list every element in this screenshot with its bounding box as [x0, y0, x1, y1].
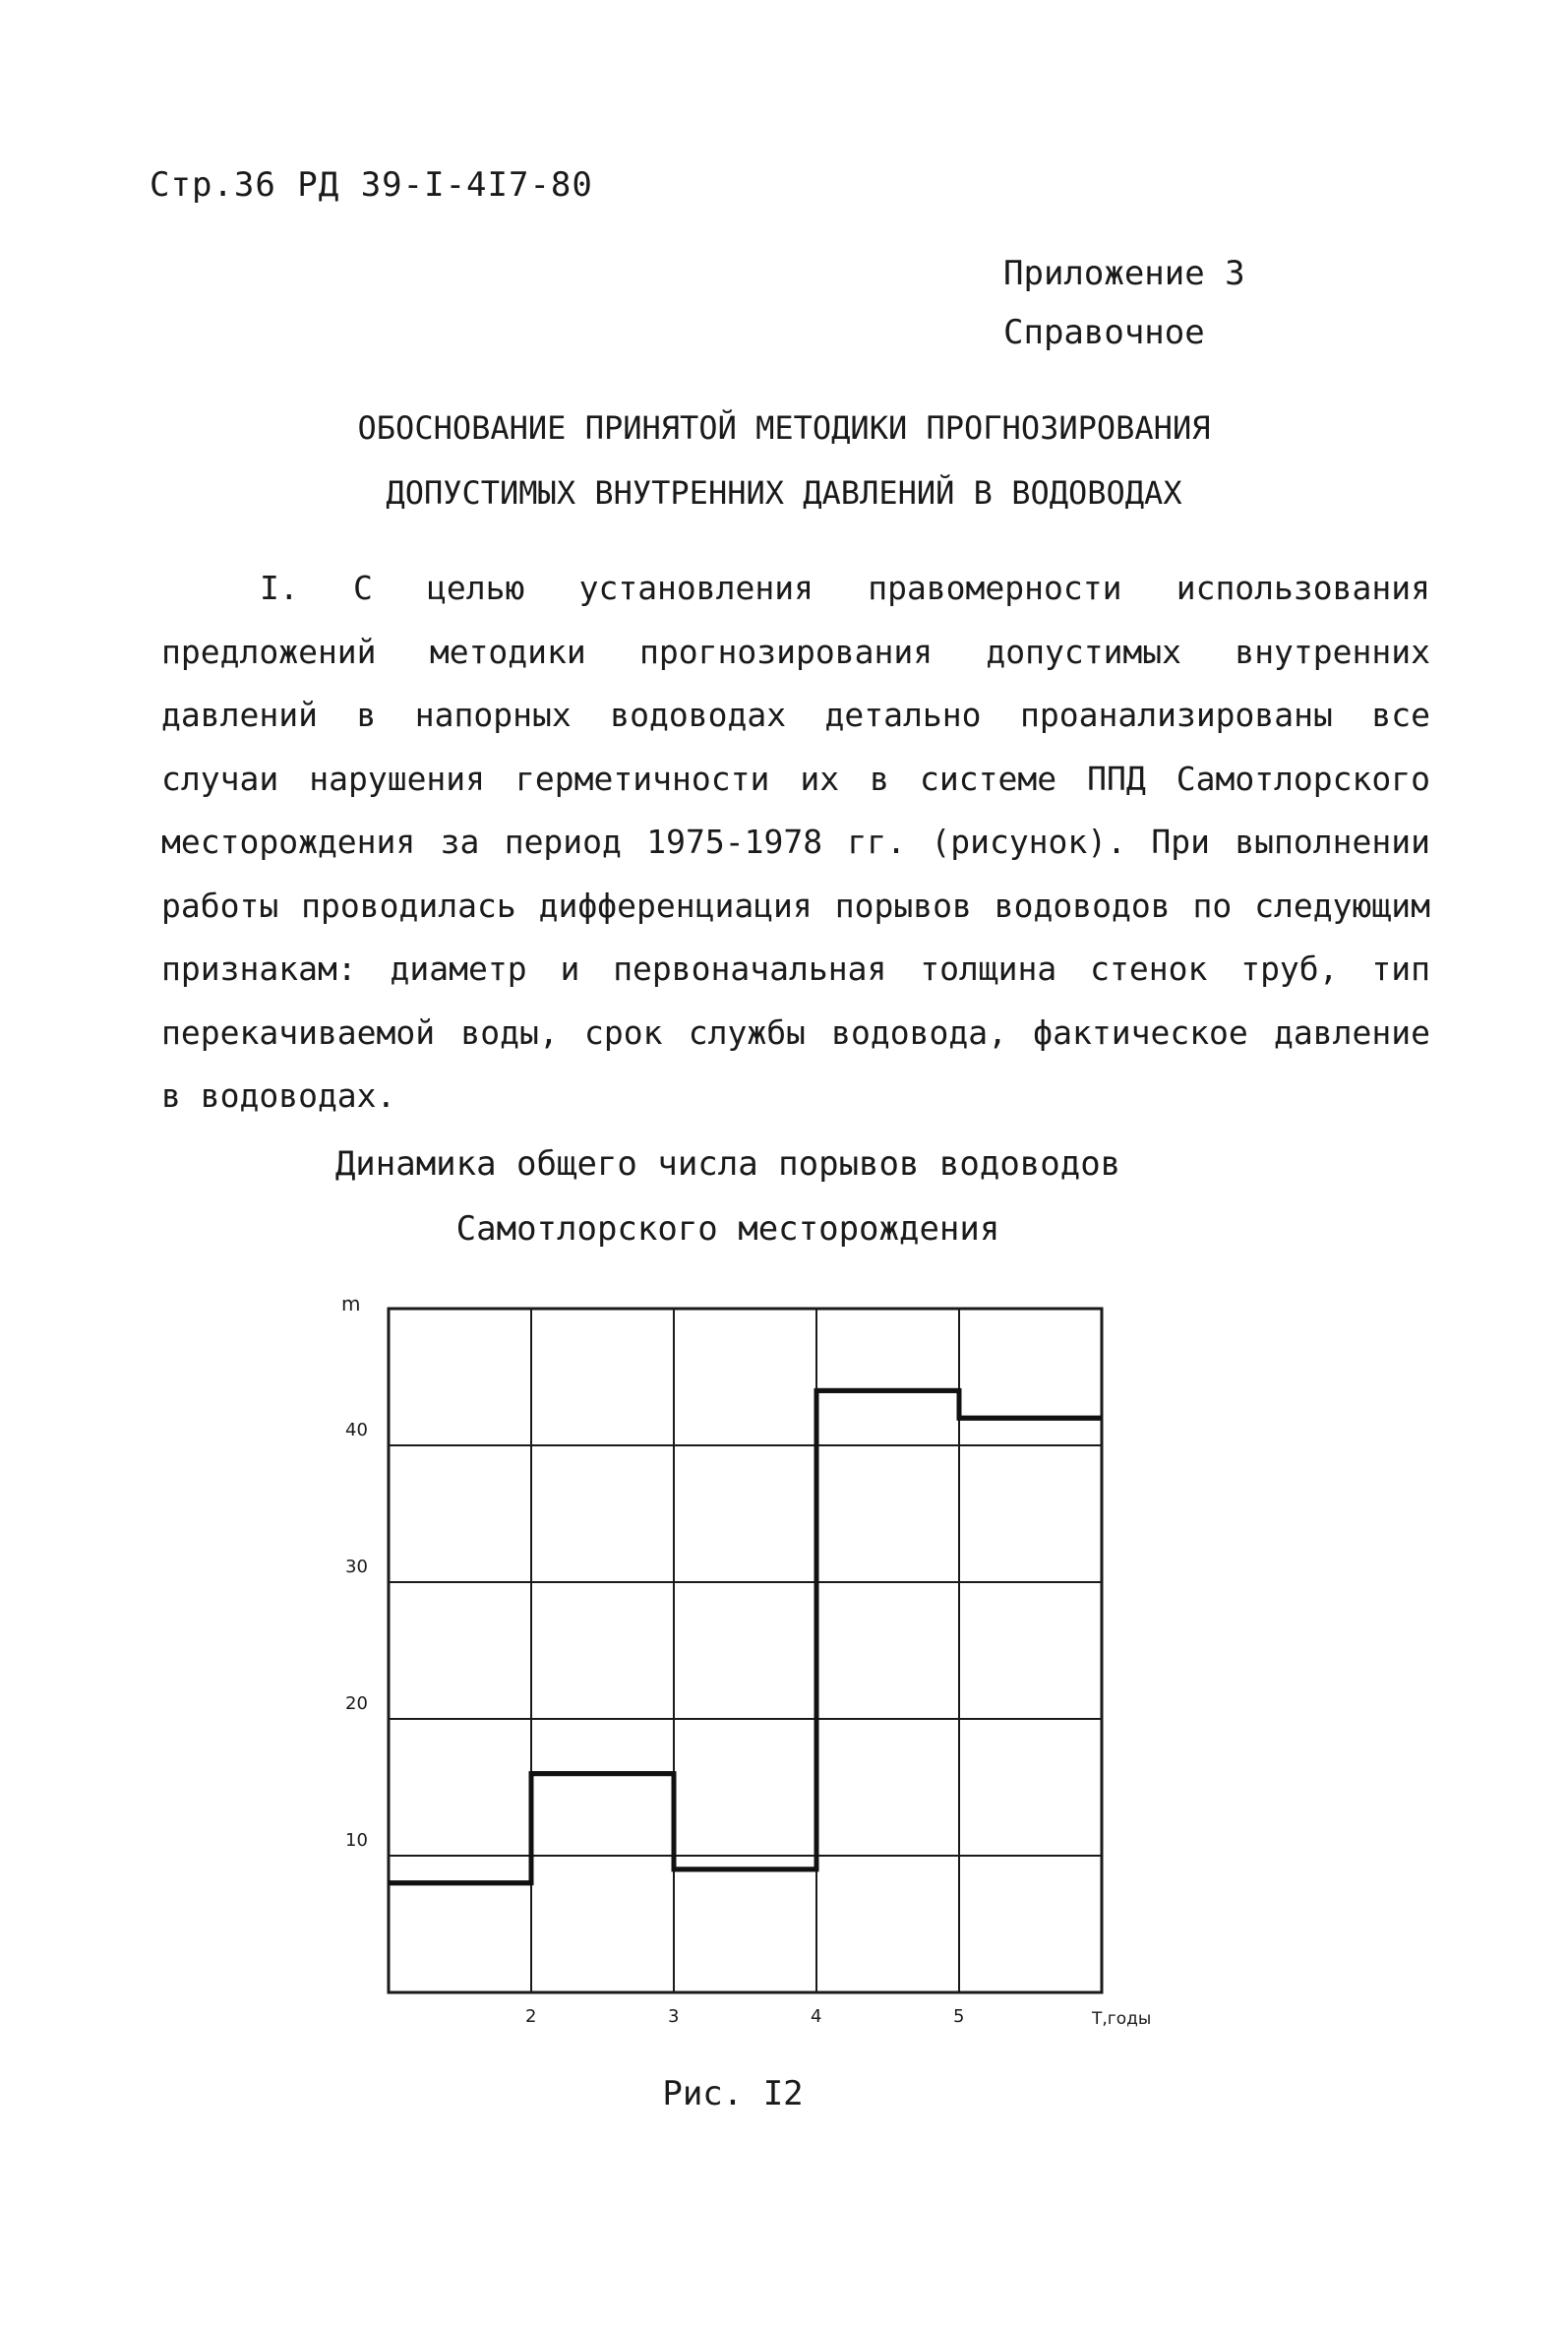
y-tick-label: 40 — [345, 1420, 368, 1440]
figure-caption: Рис. I2 — [662, 2074, 804, 2113]
title-line-1: ОБОСНОВАНИЕ ПРИНЯТОЙ МЕТОДИКИ ПРОГНОЗИРОВАНИЯ — [357, 409, 1211, 447]
x-tick-label: 3 — [668, 2006, 680, 2027]
x-tick-label: 5 — [953, 2006, 965, 2027]
title-line-2: ДОПУСТИМЫХ ВНУТРЕННИХ ДАВЛЕНИЙ В ВОДОВОДАХ — [386, 474, 1182, 512]
y-axis-label: m — [341, 1292, 361, 1315]
chart-title — [0, 1132, 1456, 1261]
data-series-line — [389, 1390, 1102, 1882]
chart-container — [315, 1269, 1200, 2060]
chart-title-line-1: Динамика общего числа порывов водоводов — [334, 1144, 1121, 1184]
document-title — [0, 396, 1568, 525]
x-axis-label: T,годы — [1092, 2009, 1152, 2029]
y-tick-label: 10 — [345, 1830, 368, 1851]
x-tick-label: 4 — [811, 2006, 822, 2027]
appendix-block — [1003, 244, 1245, 362]
paragraph-text: I. С целью установления правомерности использования предложений методики прогнозирования допустимых внутренних давлений в напорных водоводах детально проанализированы все случаи нарушения герметичности их в системе ППД Самотлорского месторождения за период 1975-1978 гг. (рисунок). При выполнении работы проводилась дифференциация порывов водоводов по следующим признакам: диаметр и первоначальная толщина стенок труб, тип перекачиваемой воды, срок службы водовода, фактическое давление в водоводах. — [161, 569, 1430, 1115]
appendix-number: Приложение 3 — [1003, 254, 1245, 293]
page-header: Стр.36 РД 39-I-4I7-80 — [150, 165, 593, 205]
y-tick-label: 20 — [345, 1693, 368, 1714]
body-paragraph — [161, 557, 1430, 1129]
x-tick-label: 2 — [525, 2006, 537, 2027]
chart-title-line-2: Самотлорского месторождения — [455, 1209, 1000, 1249]
plot-frame — [389, 1309, 1102, 1992]
step-chart — [315, 1269, 1200, 2056]
y-tick-label: 30 — [345, 1557, 368, 1577]
appendix-type: Справочное — [1003, 313, 1205, 352]
